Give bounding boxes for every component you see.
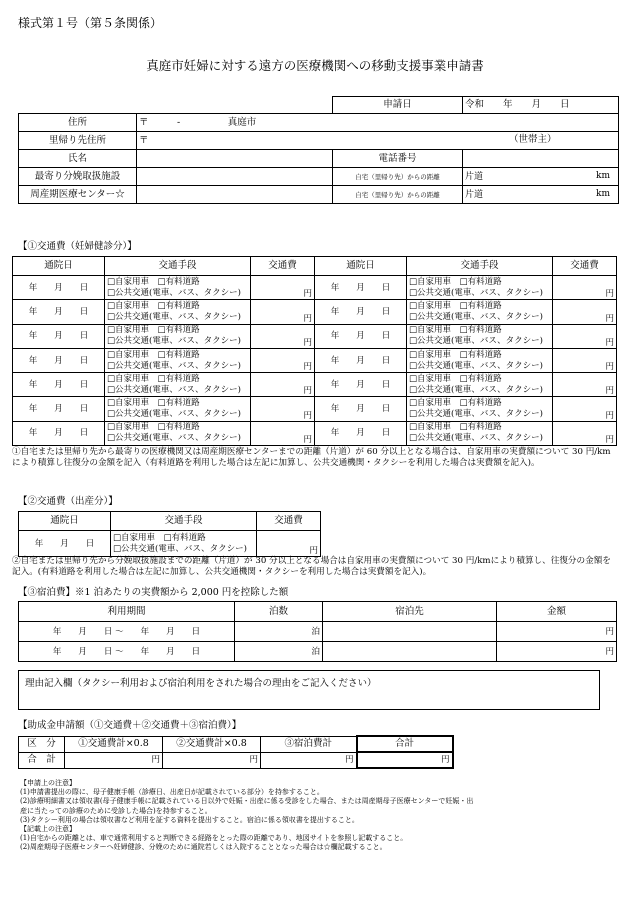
method-line-public: □公共交通(電車、バス、タクシー) <box>107 384 241 395</box>
table-row <box>13 373 617 397</box>
place-field[interactable] <box>323 622 497 642</box>
method-checkboxes[interactable] <box>407 421 553 445</box>
section2-note: ②自宅または里帰り先から分娩取扱施設までの距離（片道）が 30 分以上となる場合は自家用車の実費額について 30 円/kmにより積算し、往復分の金額を記入。(有料道路を利用した場合は左記に加算し、公共交通機関・タクシーを利用した場合は実費額を記入)。 <box>12 556 611 578</box>
method-line-public: □公共交通(電車、バス、タクシー) <box>107 360 241 371</box>
checkup-transport-table <box>12 256 617 446</box>
col-transport2: ②交通費計×0.8 <box>163 736 261 752</box>
method-line-car: □自家用車 □有料道路 <box>409 422 502 433</box>
method-line-car: □自家用車 □有料道路 <box>107 422 200 433</box>
notes-heading: 【申請上の注意】 <box>20 779 76 787</box>
method-line-public: □公共交通(電車、バス、タクシー) <box>107 433 241 444</box>
note-item: (2)周産期母子医療センターへ妊婦健診、分娩のために通院若しくは入院することとなった場合は☆欄記載すること。 <box>20 843 387 852</box>
amount-field[interactable]: 円 <box>497 642 617 662</box>
method-line-public: □公共交通(電車、バス、タクシー) <box>409 311 543 322</box>
nights-field[interactable]: 泊 <box>235 622 323 642</box>
method-line-car: □自家用車 □有料道路 <box>107 300 200 311</box>
method-checkboxes[interactable] <box>407 324 553 348</box>
method-line-car: □自家用車 □有料道路 <box>113 532 206 543</box>
method-checkboxes[interactable] <box>105 324 251 348</box>
summary-table <box>18 735 454 769</box>
cost-field[interactable]: 円 <box>251 373 315 397</box>
cost-field[interactable]: 円 <box>553 300 617 324</box>
method-checkboxes[interactable] <box>407 373 553 397</box>
address-label: 住所 <box>19 114 137 132</box>
section3-heading: 【③宿泊費】※1 泊あたりの実費額から 2,000 円を控除した額 <box>18 587 289 598</box>
summary-heading: 【助成金申請額（①交通費＋②交通費＋③宿泊費）】 <box>18 720 242 731</box>
col-date: 通院日 <box>19 512 111 531</box>
cost-field[interactable]: 円 <box>257 531 321 557</box>
cost-field[interactable]: 円 <box>553 397 617 421</box>
phone-label: 電話番号 <box>333 150 463 168</box>
visit-date-field[interactable]: 年 月 日 <box>13 324 105 348</box>
center-label: 周産期医療センター☆ <box>19 186 137 204</box>
method-checkboxes[interactable] <box>105 421 251 445</box>
cost-field[interactable]: 円 <box>251 421 315 445</box>
cost-field[interactable]: 円 <box>251 397 315 421</box>
method-line-car: □自家用車 □有料道路 <box>409 300 502 311</box>
method-line-car: □自家用車 □有料道路 <box>107 398 200 409</box>
address-field[interactable]: 〒 - 真庭市 <box>137 114 619 132</box>
cost-field[interactable]: 円 <box>251 348 315 372</box>
cost-field[interactable]: 円 <box>553 276 617 300</box>
note-item: (3)タクシー利用の場合は領収書など利用を証する資料を提出すること。宿泊に係る領収書を提出すること。 <box>20 815 359 824</box>
col-amount: 金額 <box>497 602 617 622</box>
method-line-car: □自家用車 □有料道路 <box>409 349 502 360</box>
household-head-label: （世帯主） <box>509 134 557 145</box>
visit-date-field[interactable]: 年 月 日 <box>13 373 105 397</box>
method-line-public: □公共交通(電車、バス、タクシー) <box>113 543 247 554</box>
method-line-public: □公共交通(電車、バス、タクシー) <box>409 433 543 444</box>
transport1-total-field[interactable]: 円 <box>65 752 163 768</box>
postal-mark: 〒 <box>139 134 149 146</box>
place-field[interactable] <box>323 642 497 662</box>
cost-field[interactable]: 円 <box>553 373 617 397</box>
notes-block <box>20 779 473 853</box>
method-line-public: □公共交通(電車、バス、タクシー) <box>409 336 543 347</box>
name-label: 氏名 <box>19 150 137 168</box>
method-checkboxes[interactable] <box>105 276 251 300</box>
col-method: 交通手段 <box>111 512 257 531</box>
note-item: (1)自宅からの距離とは、車で通常利用すると判断できる経路をとった際の距離であり、地図サイトを参照し記載すること。 <box>20 834 408 843</box>
cost-field[interactable]: 円 <box>553 324 617 348</box>
table-row <box>13 397 617 421</box>
reason-field[interactable] <box>18 670 600 710</box>
col-nights: 泊数 <box>235 602 323 622</box>
method-line-public: □公共交通(電車、バス、タクシー) <box>107 287 241 298</box>
table-row <box>13 324 617 348</box>
nights-field[interactable]: 泊 <box>235 642 323 662</box>
section1-note: ①自宅または里帰り先から最寄りの医療機関又は周産期医療センターまでの距離（片道）が 60 分以上となる場合は、自家用車の実費額について 30 円/kmにより積算し往復分の金額を記入（有料道路を利用した場合は左記に加算し、公共交通機関・タクシーを利用した場合は実費額を記入)。 <box>12 447 611 469</box>
total-label: 合 計 <box>19 752 65 768</box>
visit-date-field[interactable]: 年 月 日 <box>13 421 105 445</box>
lodging-total-field[interactable]: 円 <box>261 752 357 768</box>
cost-field[interactable]: 円 <box>251 300 315 324</box>
page-title: 真庭市妊婦に対する遠方の医療機関への移動支援事業申請書 <box>146 58 484 73</box>
center-distance-field[interactable] <box>463 186 619 204</box>
visit-date-field[interactable]: 年 月 日 <box>315 373 407 397</box>
method-line-public: □公共交通(電車、バス、タクシー) <box>107 311 241 322</box>
reason-label: 理由記入欄（タクシー利用および宿泊利用をされた場合の理由をご記入ください） <box>25 678 377 689</box>
method-line-public: □公共交通(電車、バス、タクシー) <box>107 336 241 347</box>
visit-date-field[interactable]: 年 月 日 <box>315 324 407 348</box>
table-row <box>13 300 617 324</box>
col-place: 宿泊先 <box>323 602 497 622</box>
visit-date-field[interactable]: 年 月 日 <box>315 300 407 324</box>
visit-date-field[interactable]: 年 月 日 <box>13 276 105 300</box>
facility-distance-label: 自宅（里帰り先）からの距離 <box>333 168 463 186</box>
visit-date-field[interactable]: 年 月 日 <box>315 348 407 372</box>
method-line-car: □自家用車 □有料道路 <box>409 398 502 409</box>
visit-date-field[interactable]: 年 月 日 <box>13 397 105 421</box>
method-line-car: □自家用車 □有料道路 <box>107 325 200 336</box>
table-row <box>13 348 617 372</box>
cost-field[interactable]: 円 <box>553 421 617 445</box>
method-line-car: □自家用車 □有料道路 <box>107 349 200 360</box>
col-total: 合計 <box>357 736 453 752</box>
col-lodging: ③宿泊費計 <box>261 736 357 752</box>
visit-date-field[interactable]: 年 月 日 <box>315 276 407 300</box>
applicant-table <box>18 96 619 204</box>
method-line-car: □自家用車 □有料道路 <box>409 373 502 384</box>
cost-field[interactable]: 円 <box>251 276 315 300</box>
visit-date-field[interactable]: 年 月 日 <box>13 348 105 372</box>
method-line-car: □自家用車 □有料道路 <box>409 276 502 287</box>
note-item: (2)診療明細書又は領収書(母子健康手帳に記載されている日以外で妊娠・出産に係る受診をした場合、または周産期母子医療センターで妊娠・出 <box>20 797 474 806</box>
visit-date-field[interactable]: 年 月 日 <box>315 421 407 445</box>
method-checkboxes[interactable] <box>105 348 251 372</box>
facility-field[interactable] <box>137 168 333 186</box>
table-row <box>13 276 617 300</box>
method-checkboxes[interactable] <box>407 348 553 372</box>
center-distance-label: 自宅（里帰り先）からの距離 <box>333 186 463 204</box>
method-checkboxes[interactable] <box>407 276 553 300</box>
period-field[interactable]: 年 月 日 ～ 年 月 日 <box>19 622 235 642</box>
col-method: 交通手段 <box>407 257 553 276</box>
phone-field[interactable] <box>463 150 619 168</box>
facility-distance-field[interactable] <box>463 168 619 186</box>
method-line-public: □公共交通(電車、バス、タクシー) <box>107 409 241 420</box>
date-field[interactable]: 令和 年 月 日 <box>463 97 619 114</box>
method-line-public: □公共交通(電車、バス、タクシー) <box>409 409 543 420</box>
col-cost: 交通費 <box>251 257 315 276</box>
method-checkboxes[interactable] <box>407 397 553 421</box>
km-unit: km <box>596 171 611 181</box>
cost-field[interactable]: 円 <box>553 348 617 372</box>
grand-total-field[interactable]: 円 <box>357 752 453 768</box>
date-label: 申請日 <box>333 97 463 114</box>
note-item: 産に当たっての診療のために受診した場合)を持参すること。 <box>20 806 212 815</box>
method-checkboxes[interactable] <box>105 373 251 397</box>
lodging-table <box>18 601 617 662</box>
col-cost: 交通費 <box>257 512 321 531</box>
form-number: 様式第１号（第５条関係） <box>18 16 163 30</box>
col-method: 交通手段 <box>105 257 251 276</box>
section1-heading: 【①交通費（妊婦健診分）】 <box>18 241 137 252</box>
method-line-car: □自家用車 □有料道路 <box>107 276 200 287</box>
cost-field[interactable]: 円 <box>251 324 315 348</box>
facility-label: 最寄り分娩取扱施設 <box>19 168 137 186</box>
km-unit: km <box>596 189 611 199</box>
col-date: 通院日 <box>13 257 105 276</box>
center-field[interactable] <box>137 186 333 204</box>
col-period: 利用期間 <box>19 602 235 622</box>
method-line-public: □公共交通(電車、バス、タクシー) <box>409 287 543 298</box>
home-address-field[interactable] <box>137 132 619 150</box>
period-field[interactable]: 年 月 日 ～ 年 月 日 <box>19 642 235 662</box>
method-checkboxes[interactable] <box>105 300 251 324</box>
method-checkboxes[interactable] <box>407 300 553 324</box>
name-field[interactable] <box>137 150 333 168</box>
oneway-label: 片道 <box>465 189 484 200</box>
visit-date-field[interactable]: 年 月 日 <box>19 531 111 557</box>
method-checkboxes[interactable] <box>105 397 251 421</box>
method-line-car: □自家用車 □有料道路 <box>107 373 200 384</box>
section2-heading: 【②交通費（出産分）】 <box>18 496 118 507</box>
delivery-transport-table <box>18 511 321 557</box>
note-item: (1)申請書提出の際に、母子健康手帳（診療日、出産日が記載されている部分）を持参すること。 <box>20 788 324 797</box>
col-cost: 交通費 <box>553 257 617 276</box>
table-row <box>13 421 617 445</box>
kubun-label: 区 分 <box>19 736 65 752</box>
col-transport1: ①交通費計×0.8 <box>65 736 163 752</box>
home-address-label: 里帰り先住所 <box>19 132 137 150</box>
method-line-public: □公共交通(電車、バス、タクシー) <box>409 360 543 371</box>
amount-field[interactable]: 円 <box>497 622 617 642</box>
method-line-car: □自家用車 □有料道路 <box>409 325 502 336</box>
notes-heading: 【記載上の注意】 <box>20 825 76 834</box>
visit-date-field[interactable]: 年 月 日 <box>13 300 105 324</box>
method-line-public: □公共交通(電車、バス、タクシー) <box>409 384 543 395</box>
col-date: 通院日 <box>315 257 407 276</box>
method-checkboxes[interactable] <box>111 531 257 557</box>
visit-date-field[interactable]: 年 月 日 <box>315 397 407 421</box>
transport2-total-field[interactable]: 円 <box>163 752 261 768</box>
oneway-label: 片道 <box>465 171 484 182</box>
